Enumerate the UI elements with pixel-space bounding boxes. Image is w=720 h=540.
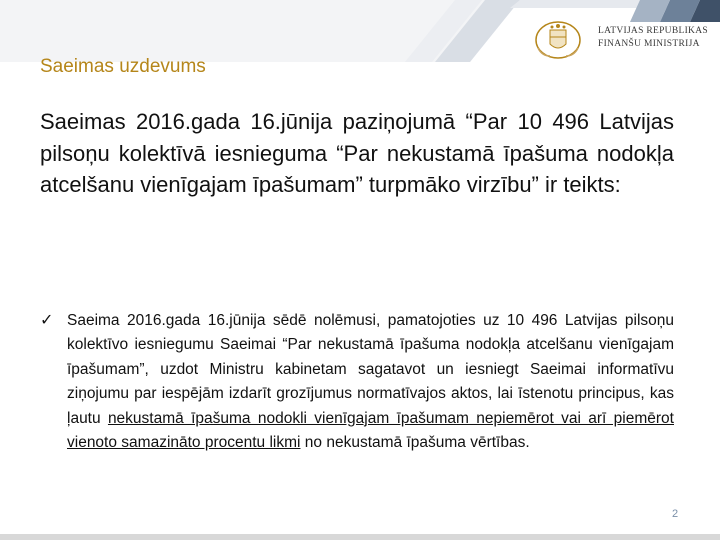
logo-line-2: FINANŠU MINISTRIJA [598, 39, 700, 49]
ministry-logo [528, 18, 716, 62]
logo-line-1: LATVIJAS REPUBLIKAS [598, 26, 708, 36]
bullet-list [40, 309, 674, 455]
checkmark-icon: ✓ [40, 312, 54, 329]
bullet-item [40, 309, 674, 455]
section-title: Saeimas uzdevums [40, 56, 206, 77]
coat-of-arms-icon [528, 18, 588, 62]
page-number: 2 [672, 508, 679, 520]
footer-rule [0, 534, 720, 540]
bullet-text-underlined: nekustamā īpašuma nodokli vienīgajam īpašumam nepiemērot vai arī piemērot vienoto samazināto procentu likmi [67, 409, 674, 452]
slide-heading: Saeimas 2016.gada 16.jūnija paziņojumā “Par 10 496 Latvijas pilsoņu kolektīvā iesnieguma “Par nekustamā īpašuma nodokļa atcelšanu vienīgajam īpašumam” turpmāko virzību” ir teikts: [40, 109, 674, 197]
bullet-text-part-2: no nekustamā īpašuma vērtības. [300, 434, 530, 452]
bullet-text-part-1: Saeima 2016.gada 16.jūnija sēdē nolēmusi, pamatojoties uz 10 496 Latvijas pilsoņu kolektīvo iesniegumu Saeimai “Par nekustamā īpašuma nodokļa atcelšanu vienīgajam īpašumam”, uzdot Ministru kabinetam sagatavot un iesniegt Saeimai informatīvu ziņojumu par iespējām izdarīt grozījumus normatīvajos aktos, lai īstenotu principus, kas ļautu [67, 312, 674, 427]
